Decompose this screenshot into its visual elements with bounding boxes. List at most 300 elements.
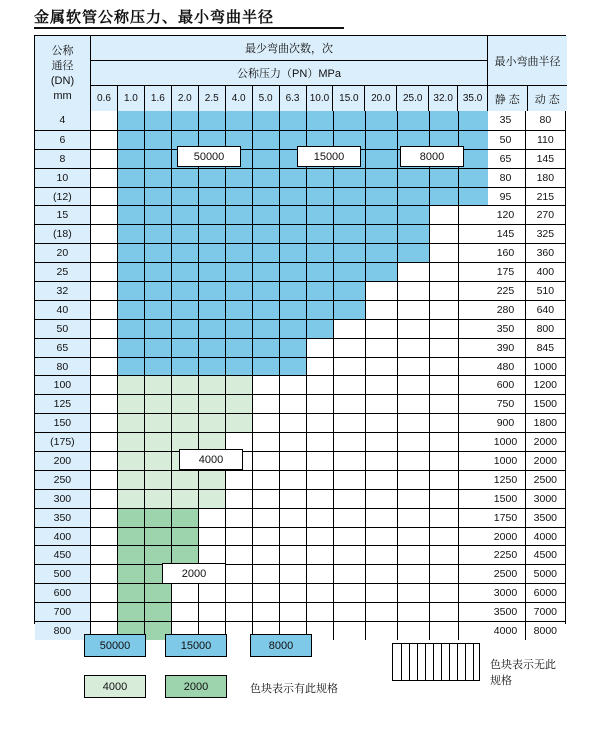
row-dn: 125 (35, 394, 91, 413)
grid-cell (91, 111, 118, 130)
grid-cell (430, 603, 459, 621)
grid-cell (430, 471, 459, 489)
grid-cell (145, 282, 172, 300)
legend-hatch-swatch (392, 643, 480, 681)
pressure-col-10.0: 10.0 (307, 86, 334, 111)
row-dynamic-radius: 4500 (526, 545, 565, 564)
grid-cell (199, 414, 226, 432)
header-bend-times: 最少弯曲次数，次 (91, 36, 487, 61)
row-dynamic-radius: 6000 (526, 583, 565, 602)
grid-cell (199, 584, 226, 602)
grid-cell (91, 376, 118, 394)
grid-cell (334, 433, 366, 451)
grid-cell (334, 584, 366, 602)
header-middle (91, 36, 488, 111)
grid-cell (459, 188, 488, 206)
grid-cell (334, 528, 366, 546)
grid-callout-8000: 8000 (400, 146, 464, 167)
grid-cell (145, 471, 172, 489)
grid-cell (253, 188, 280, 206)
grid-cell (280, 395, 307, 413)
row-grid (91, 357, 487, 376)
grid-cell (459, 376, 488, 394)
grid-cell (366, 263, 398, 281)
grid-cell (145, 414, 172, 432)
row-dn: 80 (35, 357, 91, 376)
pressure-col-1.6: 1.6 (145, 86, 172, 111)
row-dn: 100 (35, 375, 91, 394)
grid-cell (280, 188, 307, 206)
row-dn: 150 (35, 413, 91, 432)
grid-cell (172, 263, 199, 281)
grid-cell (430, 452, 459, 470)
grid-cell (91, 188, 118, 206)
grid-cell (398, 509, 430, 527)
row-grid (91, 375, 487, 394)
row-static-radius: 390 (486, 338, 525, 357)
grid-cell (430, 584, 459, 602)
grid-cell (226, 490, 253, 508)
row-dynamic-radius: 145 (526, 149, 565, 168)
table-body (35, 111, 565, 640)
table-row (35, 451, 565, 470)
grid-cell (91, 225, 118, 243)
grid-cell (366, 414, 398, 432)
grid-cell (398, 603, 430, 621)
grid-cell (226, 263, 253, 281)
header-pressure: 公称压力（PN）MPa (91, 61, 487, 86)
grid-cell (459, 282, 488, 300)
grid-cell (398, 490, 430, 508)
grid-cell (145, 111, 172, 130)
grid-cell (118, 282, 145, 300)
grid-cell (459, 339, 488, 357)
grid-cell (91, 263, 118, 281)
grid-cell (91, 339, 118, 357)
grid-cell (118, 490, 145, 508)
row-grid (91, 451, 487, 470)
grid-cell (307, 509, 334, 527)
table-row (35, 205, 565, 224)
row-grid (91, 262, 487, 281)
row-dn: 8 (35, 149, 91, 168)
grid-cell (334, 490, 366, 508)
row-dn: 65 (35, 338, 91, 357)
row-dn: 700 (35, 602, 91, 621)
grid-cell (334, 358, 366, 376)
grid-cell (398, 301, 430, 319)
grid-cell (118, 131, 145, 149)
grid-cell (459, 509, 488, 527)
row-static-radius: 95 (486, 187, 525, 206)
row-dynamic-radius: 180 (526, 168, 565, 187)
grid-cell (253, 263, 280, 281)
grid-cell (172, 301, 199, 319)
grid-cell (366, 528, 398, 546)
grid-cell (199, 376, 226, 394)
row-dynamic-radius: 215 (526, 187, 565, 206)
grid-cell (430, 358, 459, 376)
grid-cell (226, 528, 253, 546)
grid-cell (307, 188, 334, 206)
grid-cell (398, 169, 430, 187)
grid-cell (398, 584, 430, 602)
page-title: 金属软管公称压力、最小弯曲半径 (34, 8, 275, 26)
grid-cell (172, 584, 199, 602)
table-header (35, 36, 565, 111)
row-dn: 25 (35, 262, 91, 281)
pressure-col-0.6: 0.6 (91, 86, 118, 111)
pressure-col-32.0: 32.0 (429, 86, 458, 111)
grid-cell (334, 282, 366, 300)
grid-cell (459, 584, 488, 602)
grid-cell (307, 244, 334, 262)
grid-cell (334, 339, 366, 357)
grid-cell (199, 528, 226, 546)
grid-cell (172, 358, 199, 376)
grid-cell (366, 131, 398, 149)
grid-cell (430, 490, 459, 508)
grid-cell (366, 584, 398, 602)
table-row (35, 224, 565, 243)
grid-cell (366, 490, 398, 508)
grid-cell (334, 111, 366, 130)
header-dn-line-4: mm (53, 89, 72, 102)
row-static-radius: 900 (486, 413, 525, 432)
grid-cell (280, 528, 307, 546)
grid-cell (172, 509, 199, 527)
grid-cell (366, 509, 398, 527)
grid-cell (91, 395, 118, 413)
pressure-col-5.0: 5.0 (253, 86, 280, 111)
grid-cell (199, 301, 226, 319)
grid-cell (253, 584, 280, 602)
grid-cell (253, 339, 280, 357)
grid-cell (459, 528, 488, 546)
grid-cell (91, 490, 118, 508)
grid-cell (398, 225, 430, 243)
grid-cell (334, 414, 366, 432)
row-static-radius: 4000 (486, 621, 525, 640)
grid-cell (430, 282, 459, 300)
grid-cell (226, 320, 253, 338)
row-grid (91, 168, 487, 187)
row-grid (91, 300, 487, 319)
grid-cell (253, 376, 280, 394)
row-static-radius: 1000 (486, 432, 525, 451)
grid-cell (307, 584, 334, 602)
row-static-radius: 175 (486, 262, 525, 281)
grid-cell (366, 282, 398, 300)
grid-cell (280, 282, 307, 300)
pressure-col-25.0: 25.0 (397, 86, 429, 111)
grid-cell (430, 225, 459, 243)
row-dn: 40 (35, 300, 91, 319)
grid-cell (145, 169, 172, 187)
title-underline (34, 27, 344, 29)
grid-cell (172, 490, 199, 508)
grid-cell (459, 111, 488, 130)
grid-cell (118, 414, 145, 432)
grid-cell (398, 565, 430, 583)
header-radius-title: 最小弯曲半径 (488, 36, 567, 86)
grid-cell (307, 111, 334, 130)
spec-table (34, 35, 566, 637)
grid-cell (118, 244, 145, 262)
grid-cell (172, 528, 199, 546)
grid-cell (430, 509, 459, 527)
grid-cell (430, 301, 459, 319)
grid-cell (118, 471, 145, 489)
grid-cell (398, 320, 430, 338)
row-dynamic-radius: 2000 (526, 451, 565, 470)
grid-cell (398, 188, 430, 206)
row-grid (91, 319, 487, 338)
pressure-col-35.0: 35.0 (462, 93, 483, 104)
grid-cell (91, 244, 118, 262)
row-static-radius: 750 (486, 394, 525, 413)
grid-cell (459, 263, 488, 281)
row-static-radius: 3000 (486, 583, 525, 602)
row-dynamic-radius: 640 (526, 300, 565, 319)
grid-cell (145, 320, 172, 338)
grid-cell (199, 546, 226, 564)
grid-cell (280, 471, 307, 489)
grid-cell (226, 376, 253, 394)
grid-cell (307, 528, 334, 546)
table-row (35, 413, 565, 432)
row-grid (91, 413, 487, 432)
grid-cell (280, 206, 307, 224)
row-grid (91, 564, 487, 583)
grid-cell (398, 358, 430, 376)
row-grid (91, 432, 487, 451)
grid-cell (430, 565, 459, 583)
grid-cell (91, 282, 118, 300)
row-static-radius: 2500 (486, 564, 525, 583)
grid-cell (118, 111, 145, 130)
table-row (35, 262, 565, 281)
grid-cell (253, 546, 280, 564)
row-dynamic-radius: 2500 (526, 470, 565, 489)
grid-cell (459, 206, 488, 224)
grid-cell (253, 565, 280, 583)
grid-cell (280, 169, 307, 187)
legend-swatch-8000: 8000 (250, 634, 312, 657)
grid-cell (430, 339, 459, 357)
grid-cell (307, 263, 334, 281)
row-dn: 300 (35, 489, 91, 508)
grid-cell (253, 603, 280, 621)
grid-cell (459, 546, 488, 564)
grid-cell (398, 471, 430, 489)
grid-cell (91, 509, 118, 527)
header-radius-dynamic: 动 态 (534, 93, 560, 106)
grid-cell (307, 414, 334, 432)
grid-cell (118, 358, 145, 376)
grid-cell (307, 490, 334, 508)
grid-cell (366, 603, 398, 621)
grid-cell (172, 414, 199, 432)
grid-cell (253, 206, 280, 224)
grid-cell (398, 282, 430, 300)
row-dynamic-radius: 80 (526, 111, 565, 130)
row-grid (91, 243, 487, 262)
grid-cell (253, 452, 280, 470)
grid-cell (334, 188, 366, 206)
grid-cell (366, 565, 398, 583)
header-radius-subcols (488, 86, 567, 111)
table-row (35, 338, 565, 357)
grid-cell (253, 433, 280, 451)
pressure-col-15.0: 15.0 (333, 86, 365, 111)
grid-cell (172, 395, 199, 413)
grid-cell (307, 339, 334, 357)
grid-cell (145, 433, 172, 451)
grid-cell (366, 339, 398, 357)
row-static-radius: 3500 (486, 602, 525, 621)
grid-cell (91, 150, 118, 168)
grid-cell (459, 395, 488, 413)
row-static-radius: 80 (486, 168, 525, 187)
grid-cell (145, 188, 172, 206)
grid-cell (334, 244, 366, 262)
grid-cell (280, 376, 307, 394)
grid-cell (172, 320, 199, 338)
grid-cell (172, 111, 199, 130)
row-static-radius: 50 (486, 130, 525, 149)
row-dn: (18) (35, 224, 91, 243)
grid-cell (459, 358, 488, 376)
row-dn: (12) (35, 187, 91, 206)
grid-cell (199, 111, 226, 130)
grid-cell (118, 509, 145, 527)
grid-cell (199, 358, 226, 376)
grid-cell (253, 528, 280, 546)
grid-cell (280, 603, 307, 621)
row-dynamic-radius: 1200 (526, 375, 565, 394)
grid-cell (280, 584, 307, 602)
row-grid (91, 545, 487, 564)
pressure-col-6.3: 6.3 (280, 86, 307, 111)
grid-cell (199, 490, 226, 508)
table-row (35, 281, 565, 300)
legend-hatch-note: 色块表示无此规格 (490, 659, 556, 687)
grid-cell (366, 206, 398, 224)
row-dn: 6 (35, 130, 91, 149)
grid-cell (145, 509, 172, 527)
legend-swatch-15000: 15000 (165, 634, 227, 657)
table-row (35, 375, 565, 394)
row-static-radius: 2250 (486, 545, 525, 564)
legend-swatch-2000: 2000 (165, 675, 227, 698)
row-static-radius: 65 (486, 149, 525, 168)
grid-cell (430, 546, 459, 564)
grid-cell (398, 206, 430, 224)
grid-cell (459, 320, 488, 338)
grid-cell (118, 584, 145, 602)
row-grid (91, 281, 487, 300)
row-static-radius: 1500 (486, 489, 525, 508)
grid-cell (226, 188, 253, 206)
grid-cell (366, 301, 398, 319)
table-row (35, 489, 565, 508)
grid-cell (253, 509, 280, 527)
grid-cell (145, 206, 172, 224)
table-row (35, 602, 565, 621)
row-grid (91, 205, 487, 224)
grid-cell (307, 358, 334, 376)
grid-cell (91, 546, 118, 564)
grid-cell (366, 150, 398, 168)
row-dynamic-radius: 8000 (526, 621, 565, 640)
table-row (35, 470, 565, 489)
grid-cell (172, 282, 199, 300)
grid-cell (430, 111, 459, 130)
row-static-radius: 145 (486, 224, 525, 243)
grid-cell (307, 282, 334, 300)
table-row (35, 545, 565, 564)
grid-cell (91, 565, 118, 583)
grid-cell (366, 225, 398, 243)
grid-callout-2000: 2000 (162, 563, 226, 584)
grid-cell (145, 358, 172, 376)
grid-cell (459, 603, 488, 621)
grid-cell (280, 433, 307, 451)
grid-cell (145, 395, 172, 413)
grid-cell (118, 395, 145, 413)
grid-cell (91, 131, 118, 149)
row-static-radius: 120 (486, 205, 525, 224)
grid-cell (334, 301, 366, 319)
grid-cell (91, 206, 118, 224)
row-grid (91, 602, 487, 621)
row-static-radius: 350 (486, 319, 525, 338)
grid-cell (430, 320, 459, 338)
grid-cell (118, 320, 145, 338)
grid-cell (145, 225, 172, 243)
header-dn-line-2: 通径 (51, 59, 74, 72)
grid-cell (118, 225, 145, 243)
row-static-radius: 225 (486, 281, 525, 300)
row-dynamic-radius: 1500 (526, 394, 565, 413)
grid-cell (366, 471, 398, 489)
row-grid (91, 338, 487, 357)
grid-cell (199, 188, 226, 206)
row-dn: 10 (35, 168, 91, 187)
table-row (35, 300, 565, 319)
pressure-col-2.0: 2.0 (172, 86, 199, 111)
grid-cell (91, 433, 118, 451)
row-static-radius: 1750 (486, 508, 525, 527)
row-dynamic-radius: 400 (526, 262, 565, 281)
header-dn-cell (35, 36, 91, 111)
grid-cell (366, 395, 398, 413)
grid-cell (280, 452, 307, 470)
grid-cell (172, 169, 199, 187)
grid-cell (118, 263, 145, 281)
row-dynamic-radius: 110 (526, 130, 565, 149)
grid-cell (172, 206, 199, 224)
row-dn: 800 (35, 621, 91, 640)
grid-cell (334, 263, 366, 281)
grid-cell (145, 490, 172, 508)
grid-cell (334, 169, 366, 187)
table-row (35, 564, 565, 583)
grid-cell (459, 452, 488, 470)
grid-cell (280, 490, 307, 508)
row-dn: 350 (35, 508, 91, 527)
